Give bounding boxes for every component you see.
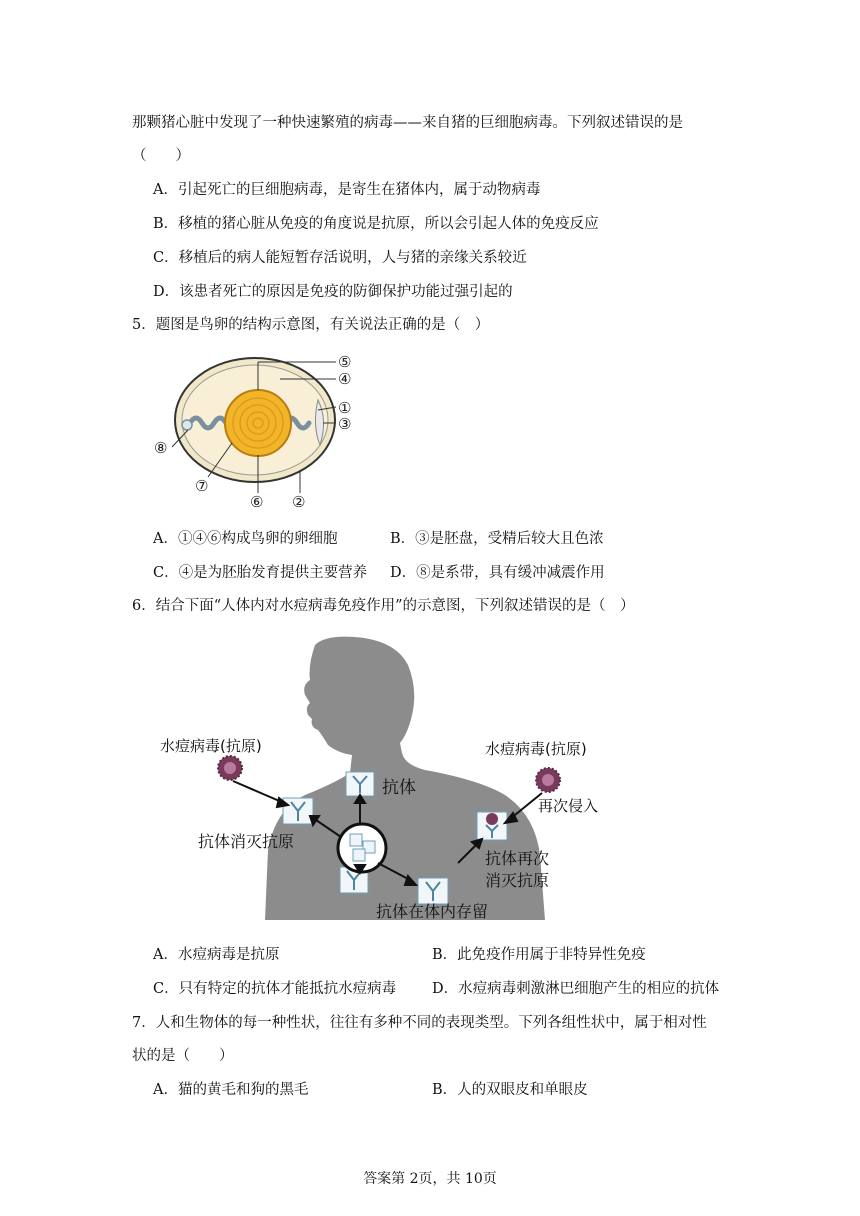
label-antibody: 抗体 <box>382 778 416 798</box>
label-eliminate-again-2: 消灭抗原 <box>485 871 550 890</box>
egg-label-5: ⑤ <box>338 353 352 371</box>
q6-option-b: B．此免疫作用属于非特异性免疫 <box>432 947 646 963</box>
q4-stem-line1: 那颗猪心脏中发现了一种快速繁殖的病毒——来自猪的巨细胞病毒。下列叙述错误的是 <box>132 115 683 131</box>
egg-label-8: ⑧ <box>154 439 168 457</box>
q6-option-c: C．只有特定的抗体才能抵抗水痘病毒 <box>153 981 397 997</box>
q6-option-d: D．水痘病毒刺激淋巴细胞产生的相应的抗体 <box>432 981 720 997</box>
q5-option-c: C．④是为胚胎发育提供主要营养 <box>153 565 368 581</box>
label-virus-right: 水痘病毒(抗原) <box>485 740 587 758</box>
q7-option-b: B．人的双眼皮和单眼皮 <box>432 1082 588 1098</box>
q4-option-d: D．该患者死亡的原因是免疫的防御保护功能过强引起的 <box>153 284 513 300</box>
q5-option-b: B．③是胚盘，受精后较大且色浓 <box>390 531 604 547</box>
egg-label-6: ⑥ <box>250 493 264 511</box>
q7-stem-line1: 7．人和生物体的每一种性状，往往有多种不同的表现类型。下列各组性状中，属于相对性 <box>132 1015 707 1031</box>
label-reinvade: 再次侵入 <box>538 797 599 815</box>
immunity-diagram <box>150 635 650 925</box>
egg-yolk <box>225 390 291 456</box>
q4-option-c: C．移植后的病人能短暂存活说明，人与猪的亲缘关系较近 <box>153 250 527 266</box>
virus-left-icon <box>218 756 242 780</box>
q5-stem: 5．题图是鸟卵的结构示意图，有关说法正确的是（ ） <box>132 317 490 333</box>
q4-stem-blank: （ ） <box>132 148 190 164</box>
bird-egg-diagram <box>140 345 380 515</box>
q7-stem-line2: 状的是（ ） <box>132 1048 234 1064</box>
egg-label-4: ④ <box>338 370 352 388</box>
q5-option-d: D．⑧是系带，具有缓冲减震作用 <box>390 565 605 581</box>
q7-option-a: A．猫的黄毛和狗的黑毛 <box>153 1082 309 1098</box>
q6-stem: 6．结合下面“人体内对水痘病毒免疫作用”的示意图，下列叙述错误的是（ ） <box>132 598 635 614</box>
virus-right-icon <box>536 768 560 792</box>
label-eliminate: 抗体消灭抗原 <box>198 832 295 851</box>
egg-label-1: ① <box>338 399 352 417</box>
page-footer: 答案第 2页，共 10页 <box>363 1171 497 1187</box>
q4-option-a: A．引起死亡的巨细胞病毒，是寄生在猪体内，属于动物病毒 <box>153 182 541 198</box>
q5-option-a: A．①④⑥构成鸟卵的卵细胞 <box>153 531 338 547</box>
egg-label-2: ② <box>292 493 306 511</box>
q4-option-b: B．移植的猪心脏从免疫的角度说是抗原，所以会引起人体的免疫反应 <box>153 216 599 232</box>
label-virus-left: 水痘病毒(抗原) <box>160 737 262 755</box>
egg-label-3: ③ <box>338 415 352 433</box>
q6-option-a: A．水痘病毒是抗原 <box>153 947 280 963</box>
label-remain: 抗体在体内存留 <box>376 902 489 921</box>
egg-label-7: ⑦ <box>195 477 209 495</box>
label-eliminate-again-1: 抗体再次 <box>485 849 550 868</box>
